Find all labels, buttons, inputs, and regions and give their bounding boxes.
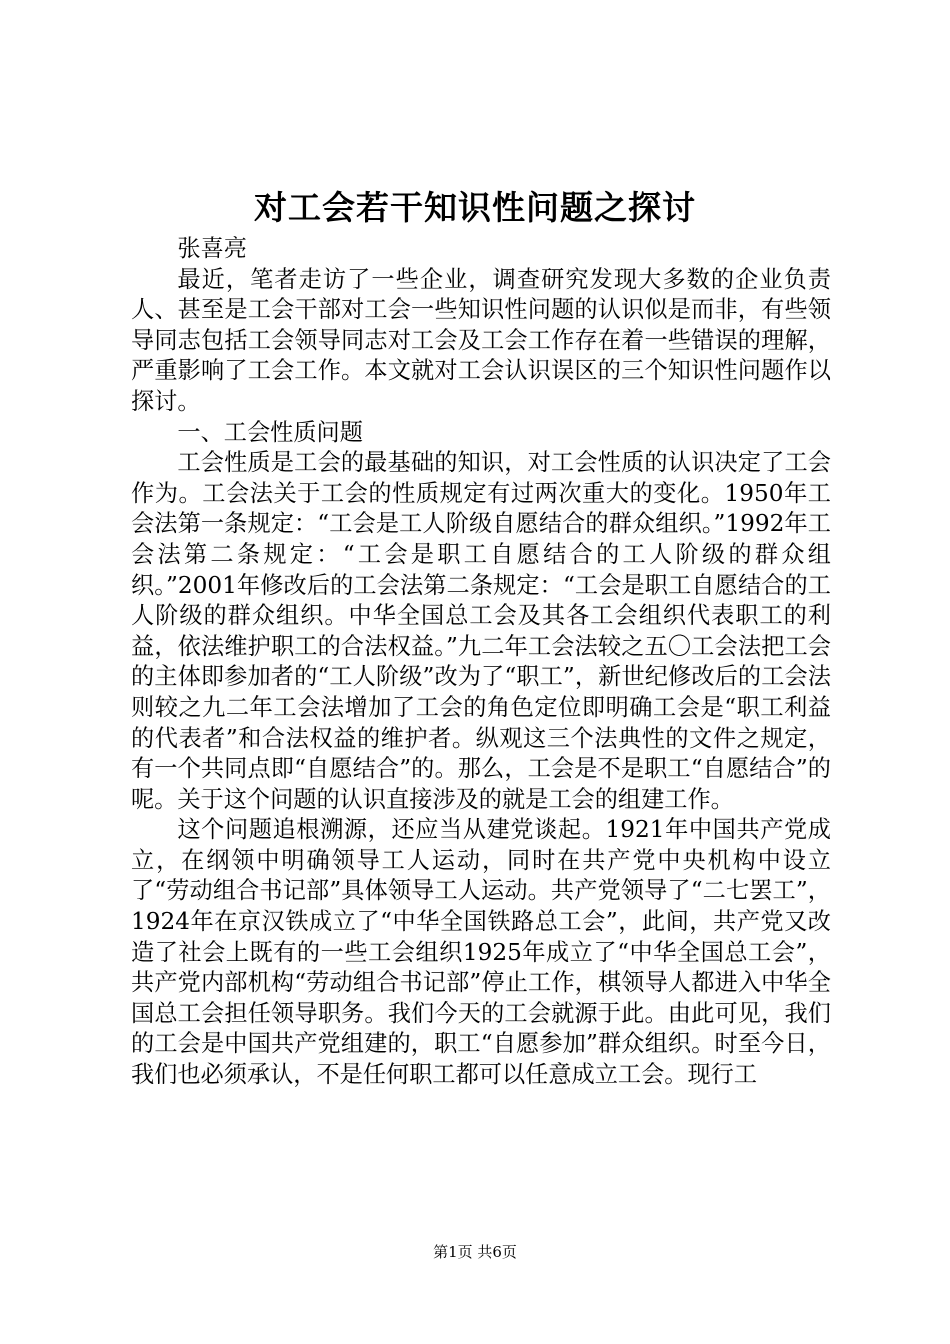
- paragraph-union-nature: 工会性质是工会的最基础的知识，对工会性质的认识决定了工会作为。工会法关于工会的性质规定有过两次重大的变化。1950年工会法第一条规定：“工会是工人阶级自愿结合的群众组织。”1992年工会法第二条规定：“工会是职工自愿结合的工人阶级的群众组织。”2001年修改后的工会法第二条规定：“工会是职工自愿结合的工人阶级的群众组织。中华全国总工会及其各工会组织代表职工的利益，依法维护职工的合法权益。”九二年工会法较之五〇工会法把工会的主体即参加者的“工人阶级”改为了“职工”，新世纪修改后的工会法则较之九二年工会法增加了工会的角色定位即明确工会是“职工利益的代表者”和合法权益的维护者。纵观这三个法典性的文件之规定，有一个共同点即“自愿结合”的。那么，工会是不是职工“自愿结合”的呢。关于这个问题的认识直接涉及的就是工会的组建工作。: [131, 449, 831, 813]
- page-footer: 第1页 共6页: [433, 1243, 517, 1261]
- author-line: 张喜亮: [177, 235, 247, 262]
- section-heading: 一、工会性质问题: [177, 418, 363, 446]
- document-body: [131, 234, 831, 1091]
- paragraph-intro: 最近，笔者走访了一些企业，调查研究发现大多数的企业负责人、甚至是工会干部对工会一些知识性问题的认识似是而非，有些领导同志包括工会领导同志对工会及工会工作存在着一些错误的理解，严重影响了工会工作。本文就对工会认识误区的三个知识性问题作以探讨。: [131, 265, 831, 415]
- paragraph-history: 这个问题追根溯源，还应当从建党谈起。1921年中国共产党成立，在纲领中明确领导工人运动，同时在共产党中央机构中设立了“劳动组合书记部”具体领导工人运动。共产党领导了“二七罢工”，1924年在京汉铁成立了“中华全国铁路总工会”，此间，共产党又改造了社会上既有的一些工会组织1925年成立了“中华全国总工会”，共产党内部机构“劳动组合书记部”停止工作，棋领导人都进入中华全国总工会担任领导职务。我们今天的工会就源于此。由此可见，我们的工会是中国共产党组建的，职工“自愿参加”群众组织。时至今日，我们也必须承认，不是任何职工都可以任意成立工会。现行工: [131, 816, 831, 1089]
- document-title: 对工会若干知识性问题之探讨: [254, 188, 696, 227]
